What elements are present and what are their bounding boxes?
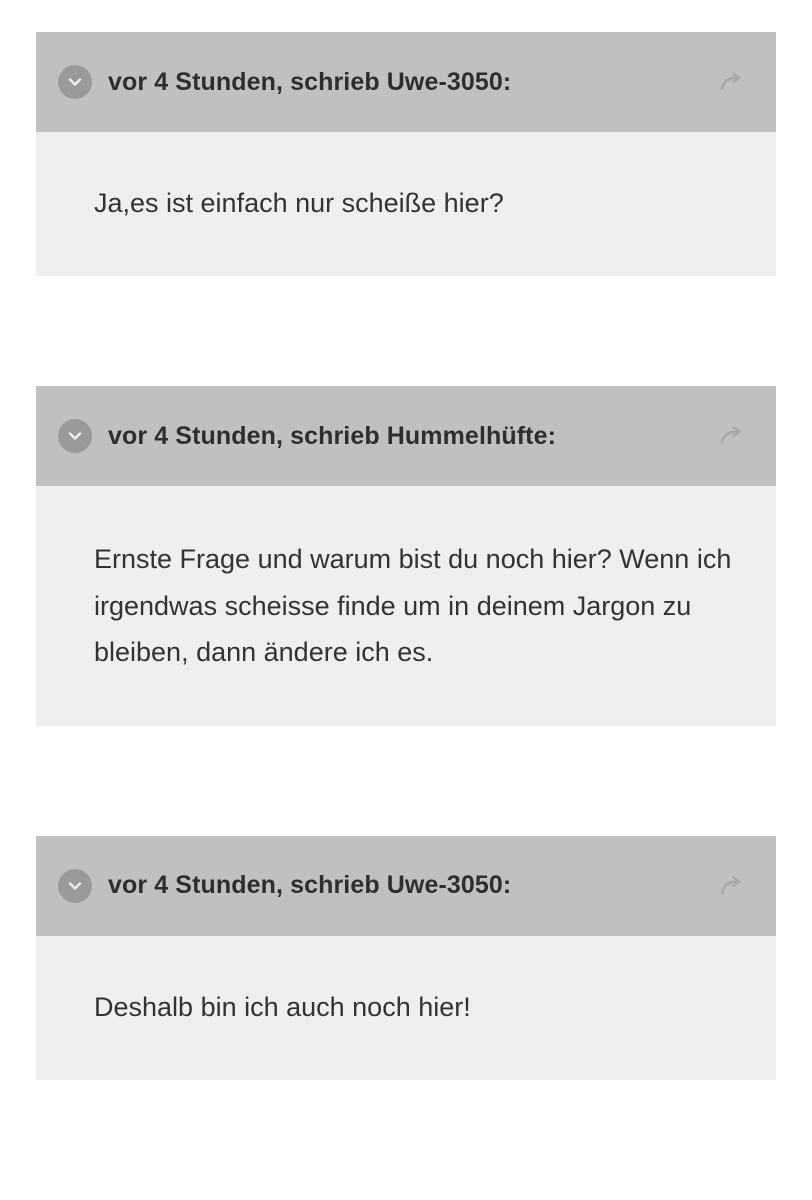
reply-arrow-icon[interactable] bbox=[716, 869, 750, 903]
reply-arrow-icon[interactable] bbox=[716, 419, 750, 453]
quote-body bbox=[36, 936, 776, 1080]
quote-attribution: vor 4 Stunden, schrieb Uwe-3050: bbox=[108, 67, 512, 96]
chevron-down-icon[interactable] bbox=[58, 65, 92, 99]
quote-header[interactable] bbox=[36, 386, 776, 486]
quote-block bbox=[36, 386, 776, 725]
quote-block bbox=[36, 836, 776, 1080]
quote-attribution: vor 4 Stunden, schrieb Hummelhüfte: bbox=[108, 421, 557, 450]
quote-body bbox=[36, 486, 776, 725]
chevron-down-icon[interactable] bbox=[58, 869, 92, 903]
quote-text: Ja,es ist einfach nur scheiße hier? bbox=[94, 188, 504, 218]
quote-text: Deshalb bin ich auch noch hier! bbox=[94, 991, 471, 1022]
quote-header[interactable] bbox=[36, 32, 776, 132]
quote-block bbox=[36, 32, 776, 276]
quote-body bbox=[36, 132, 776, 276]
quote-header[interactable] bbox=[36, 836, 776, 936]
chevron-down-icon[interactable] bbox=[58, 419, 92, 453]
quote-attribution: vor 4 Stunden, schrieb Uwe-3050: bbox=[108, 871, 512, 900]
quote-text: Ernste Frage und warum bist du noch hier? Wenn ich irgendwas scheisse finde um in deinem Jargon zu bleiben, dann ändere ich es. bbox=[94, 544, 739, 668]
reply-arrow-icon[interactable] bbox=[716, 65, 750, 99]
